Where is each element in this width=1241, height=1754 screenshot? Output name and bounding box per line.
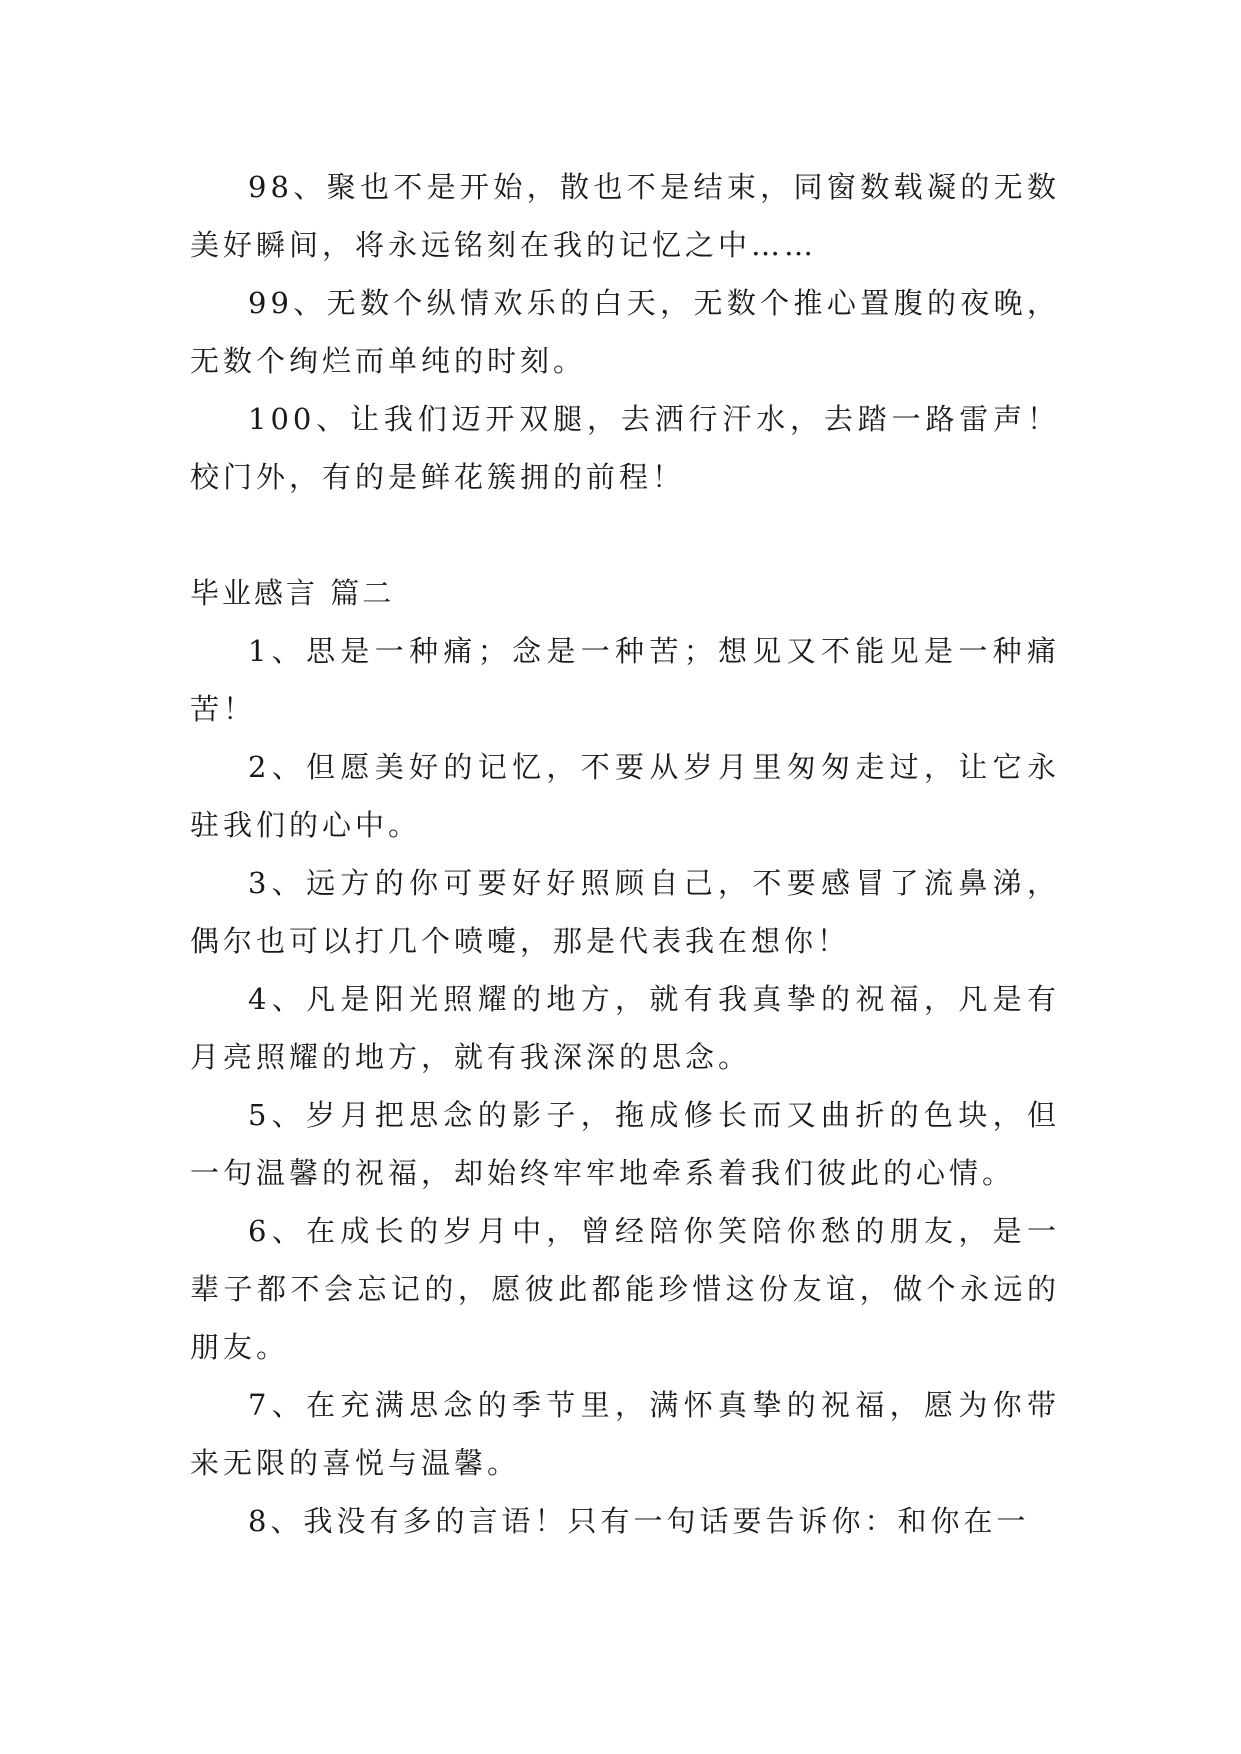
paragraph-5: 5、岁月把思念的影子，拖成修长而又曲折的色块，但一句温馨的祝福，却始终牢牢地牵系着我们彼此的心情。 [190,1098,1060,1190]
paragraph-98: 98、聚也不是开始，散也不是结束，同窗数载凝的无数美好瞬间，将永远铭刻在我的记忆之中…… [190,170,1060,262]
paragraph-8: 8、我没有多的言语！只有一句话要告诉你：和你在一 [248,1504,1030,1538]
paragraph-2: 2、但愿美好的记忆，不要从岁月里匆匆走过，让它永驻我们的心中。 [190,750,1060,842]
paragraph-6: 6、在成长的岁月中，曾经陪你笑陪你愁的朋友，是一辈子都不会忘记的，愿彼此都能珍惜这份友谊，做个永远的朋友。 [190,1214,1060,1364]
paragraph-99: 99、无数个纵情欢乐的白天，无数个推心置腹的夜晚，无数个绚烂而单纯的时刻。 [190,286,1060,378]
document-body [190,158,1060,1550]
paragraph-1: 1、思是一种痛；念是一种苦；想见又不能见是一种痛苦！ [190,634,1060,726]
paragraph-3: 3、远方的你可要好好照顾自己，不要感冒了流鼻涕，偶尔也可以打几个喷嚏，那是代表我在想你！ [190,866,1060,958]
paragraph-4: 4、凡是阳光照耀的地方，就有我真挚的祝福，凡是有月亮照耀的地方，就有我深深的思念。 [190,982,1060,1074]
section-heading: 毕业感言 篇二 [190,576,395,610]
paragraph-100: 100、让我们迈开双腿，去洒行汗水，去踏一路雷声！校门外，有的是鲜花簇拥的前程！ [190,402,1060,494]
paragraph-7: 7、在充满思念的季节里，满怀真挚的祝福，愿为你带来无限的喜悦与温馨。 [190,1388,1060,1480]
